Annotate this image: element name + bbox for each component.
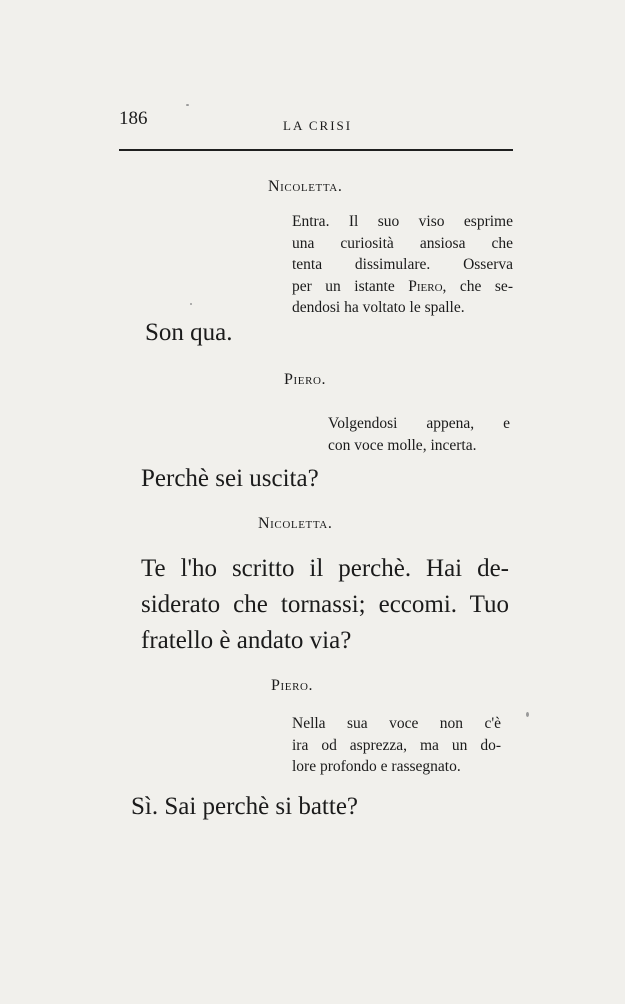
dialogue-line: siderato che tornassi; eccomi. Tuo [141,591,509,618]
stage-direction [292,713,501,778]
stage-line: ira od asprezza, ma un do- [292,736,501,754]
running-title: LA CRISI [283,118,353,133]
dialogue-line: Te l'ho scritto il perchè. Hai de- [141,555,509,582]
dialogue-line: fratello è andato via? [141,627,352,654]
stage-line: dendosi ha voltato le spalle. [292,299,465,316]
speaker-nicoletta: Nicoletta. [258,515,333,532]
speaker-piero: Piero. [271,677,314,694]
dialogue-paragraph [141,551,509,659]
print-speck [190,303,192,305]
dialogue-line: Son qua. [145,319,233,346]
dialogue-line: Sì. Sai perchè si batte? [131,793,359,820]
header-rule [119,149,513,151]
stage-line [292,276,513,298]
stage-text: , che se- [442,277,513,295]
speaker-piero: Piero. [284,371,327,388]
stage-direction [292,211,513,319]
dialogue-line: Perchè sei uscita? [141,465,319,492]
stage-direction [328,413,510,456]
stage-line: con voce molle, incerta. [328,436,477,454]
speaker-nicoletta: Nicoletta. [268,178,343,195]
stage-line: Volgendosi appena, e [328,415,510,432]
stage-line: Entra. Il suo viso esprime [292,213,513,230]
stage-line: lore profondo e rassegnato. [292,758,461,775]
stage-line: una curiosità ansiosa che [292,234,513,252]
page-number: 186 [119,108,148,129]
stage-line: tenta dissimulare. Osserva [292,256,513,273]
stage-line: Nella sua voce non c'è [292,715,501,732]
print-speck [526,712,529,717]
stage-text: per un istante [292,277,409,295]
character-name: Piero [408,277,443,295]
print-speck [186,104,189,106]
